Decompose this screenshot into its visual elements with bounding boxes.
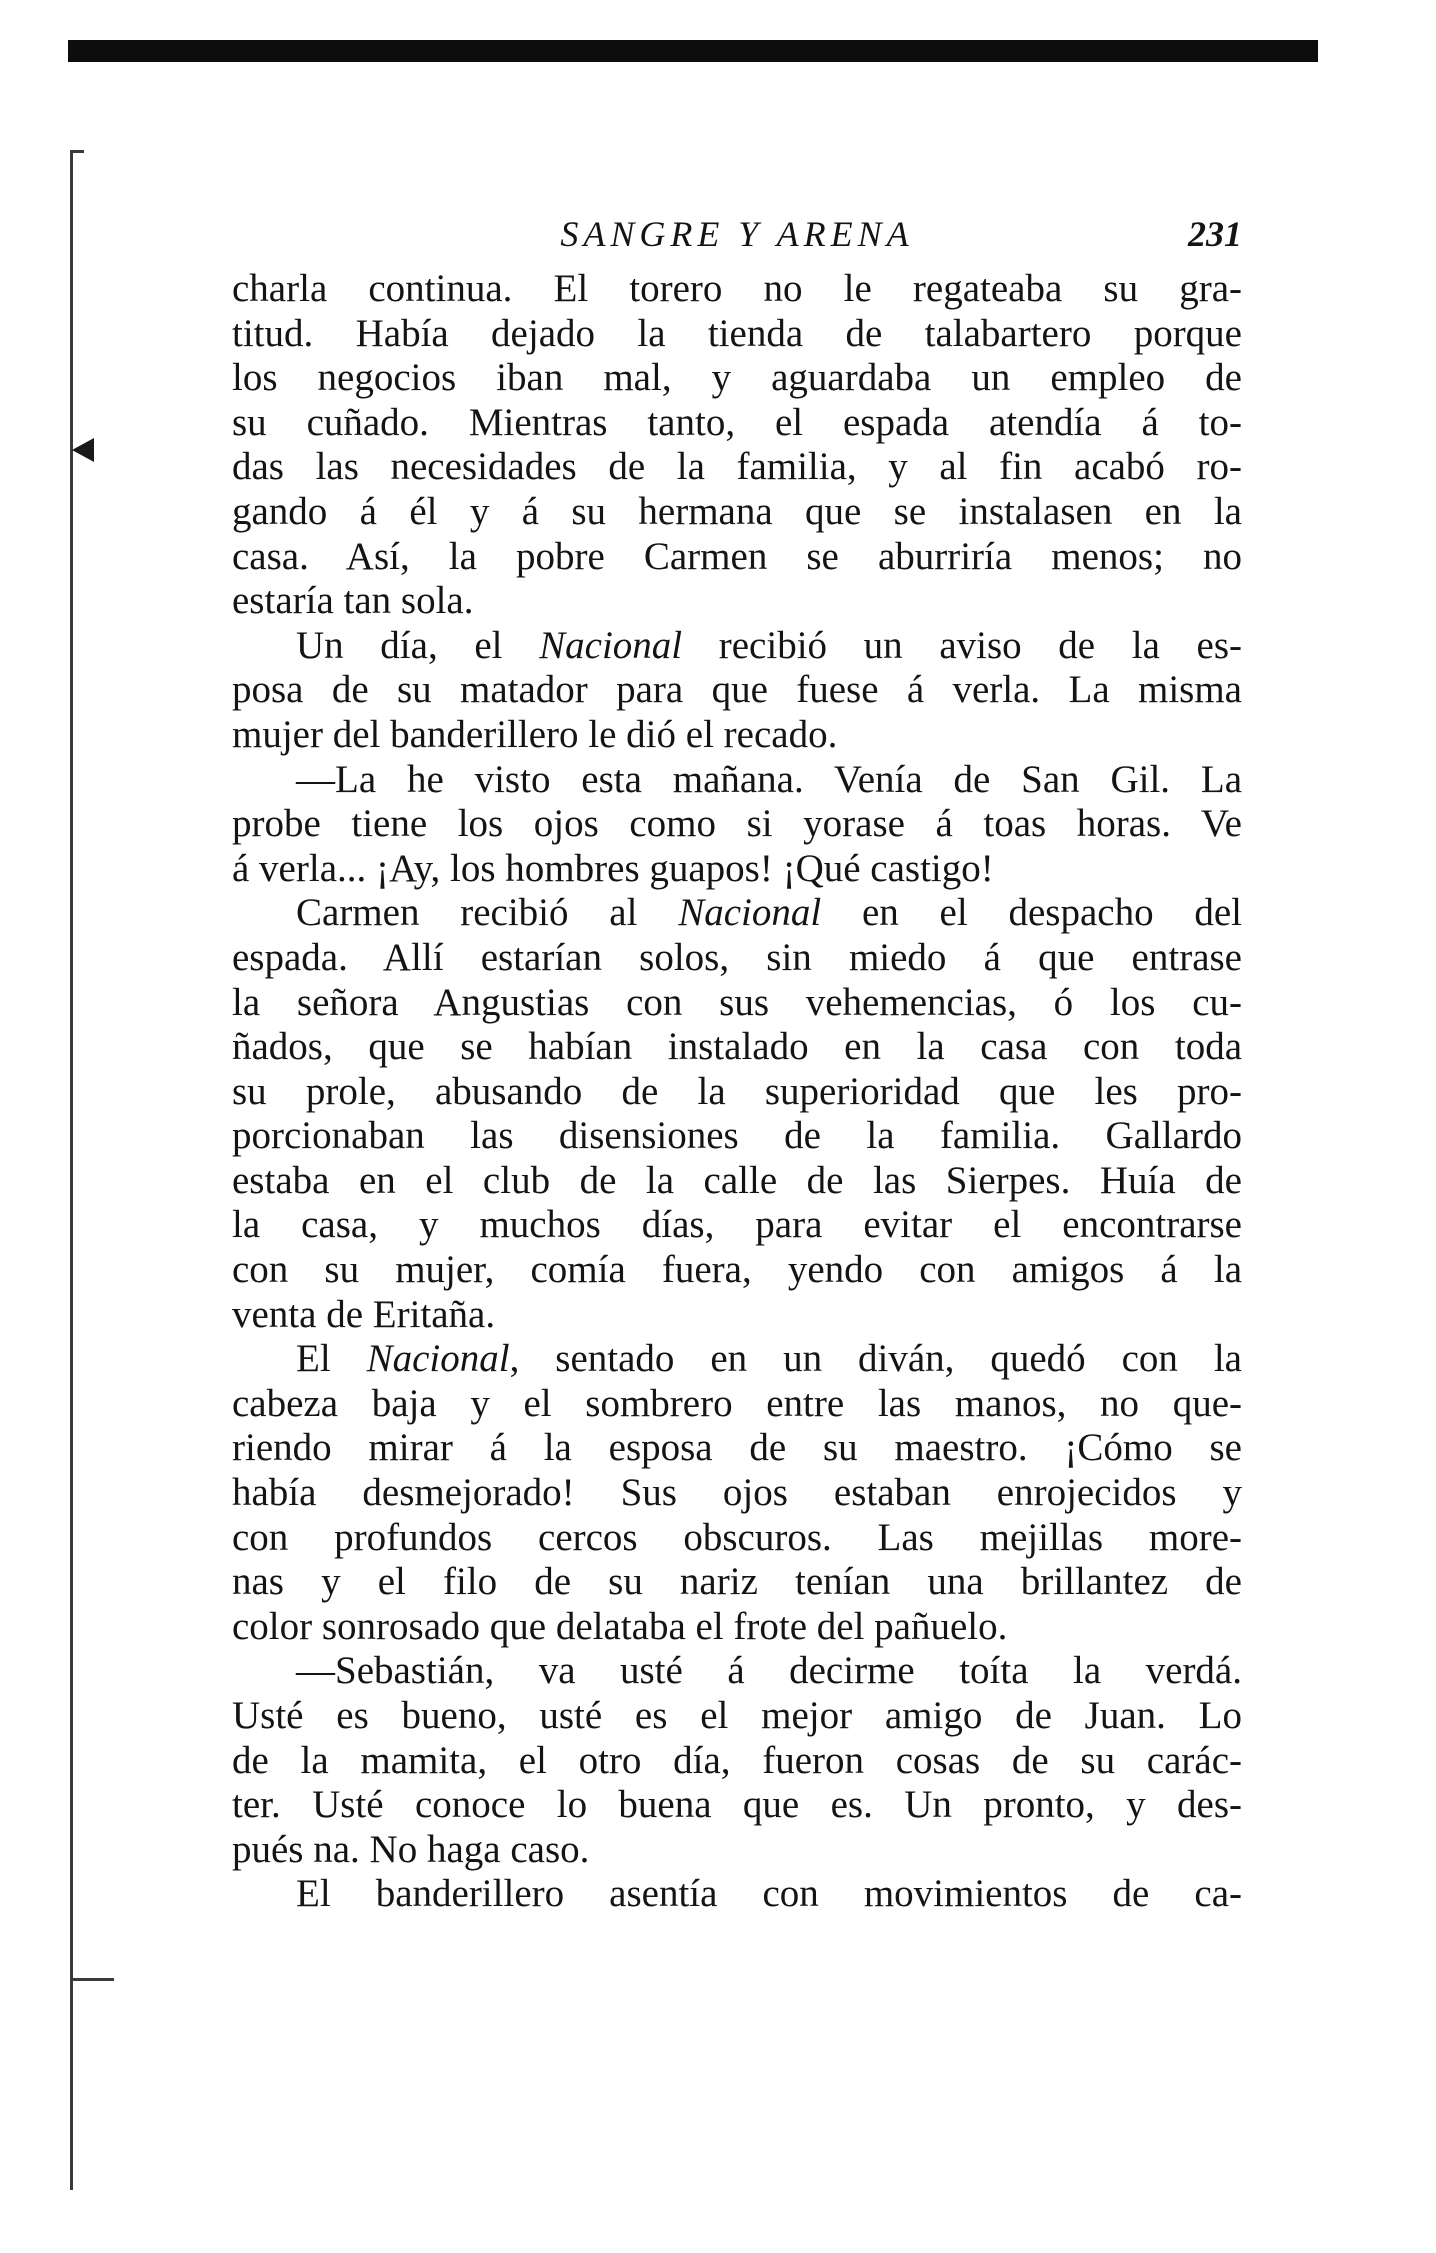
running-head [232, 205, 1242, 261]
text-line: venta de Eritaña. [232, 1292, 496, 1336]
text-line: —La he visto esta mañana. Venía de San Gil. La [296, 757, 1242, 801]
text-line: nas y el filo de su nariz tenían una brillantez de [232, 1560, 1242, 1604]
book-page [232, 205, 1242, 1917]
text-line: ter. Usté conoce lo buena que es. Un pronto, y des- [232, 1783, 1242, 1827]
text-line: Un día, el Nacional recibió un aviso de la es- [296, 623, 1242, 667]
text-line: estaba en el club de la calle de las Sierpes. Huía de [232, 1158, 1242, 1202]
text-line: El Nacional, sentado en un diván, quedó con la [296, 1337, 1242, 1381]
text-line: con su mujer, comía fuera, yendo con amigos á la [232, 1248, 1242, 1292]
text-line: das las necesidades de la familia, y al fin acabó ro- [232, 445, 1242, 489]
text-line: de la mamita, el otro día, fueron cosas de su carác- [232, 1738, 1242, 1782]
text-line: ñados, que se habían instalado en la casa con toda [232, 1025, 1242, 1069]
text-line: gando á él y á su hermana que se instalasen en la [232, 489, 1242, 533]
text-line: con profundos cercos obscuros. Las mejillas more- [232, 1515, 1242, 1559]
text-line: porcionaban las disensiones de la familia. Gallardo [232, 1114, 1242, 1158]
text-line: la casa, y muchos días, para evitar el encontrarse [232, 1203, 1242, 1247]
text-line: —Sebastián, va usté á decirme toíta la verdá. [296, 1649, 1242, 1693]
text-line: Usté es bueno, usté es el mejor amigo de Juan. Lo [232, 1694, 1242, 1737]
margin-arrow-mark [72, 438, 94, 462]
text-line: espada. Allí estarían solos, sin miedo á que entrase [232, 935, 1242, 979]
text-line: había desmejorado! Sus ojos estaban enrojecidos y [232, 1471, 1242, 1515]
text-line: probe tiene los ojos como si yorase á toas horas. Ve [232, 802, 1242, 846]
page-number: 231 [1188, 214, 1242, 254]
margin-tick [70, 1978, 114, 1981]
text-line: la señora Angustias con sus vehemencias, ó los cu- [232, 980, 1242, 1024]
text-line: cabeza baja y el sombrero entre las manos, no que- [232, 1381, 1242, 1425]
text-line: su cuñado. Mientras tanto, el espada atendía á to- [232, 400, 1242, 444]
top-rule [68, 40, 1318, 62]
text-line: su prole, abusando de la superioridad que les pro- [232, 1069, 1242, 1113]
text-line: charla continua. El torero no le regateaba su gra- [232, 267, 1242, 310]
text-line: mujer del banderillero le dió el recado. [232, 712, 838, 756]
body-text [232, 267, 1242, 1917]
text-line: Carmen recibió al Nacional en el despacho del [296, 891, 1242, 935]
text-line: riendo mirar á la esposa de su maestro. ¡Cómo se [232, 1426, 1242, 1470]
text-line: los negocios iban mal, y aguardaba un empleo de [232, 356, 1242, 400]
text-line: á verla... ¡Ay, los hombres guapos! ¡Qué castigo! [232, 846, 994, 890]
text-line: titud. Había dejado la tienda de talabartero porque [232, 311, 1242, 355]
text-line: El banderillero asentía con movimientos de ca- [296, 1872, 1242, 1916]
running-title: SANGRE Y ARENA [560, 214, 914, 254]
text-line: color sonrosado que delataba el frote del pañuelo. [232, 1604, 1008, 1648]
text-line: pués na. No haga caso. [232, 1827, 590, 1871]
text-line: casa. Así, la pobre Carmen se aburriría menos; no [232, 534, 1242, 578]
text-line: posa de su matador para que fuese á verla. La misma [232, 668, 1242, 712]
text-line: estaría tan sola. [232, 579, 474, 623]
margin-tick [70, 150, 84, 153]
